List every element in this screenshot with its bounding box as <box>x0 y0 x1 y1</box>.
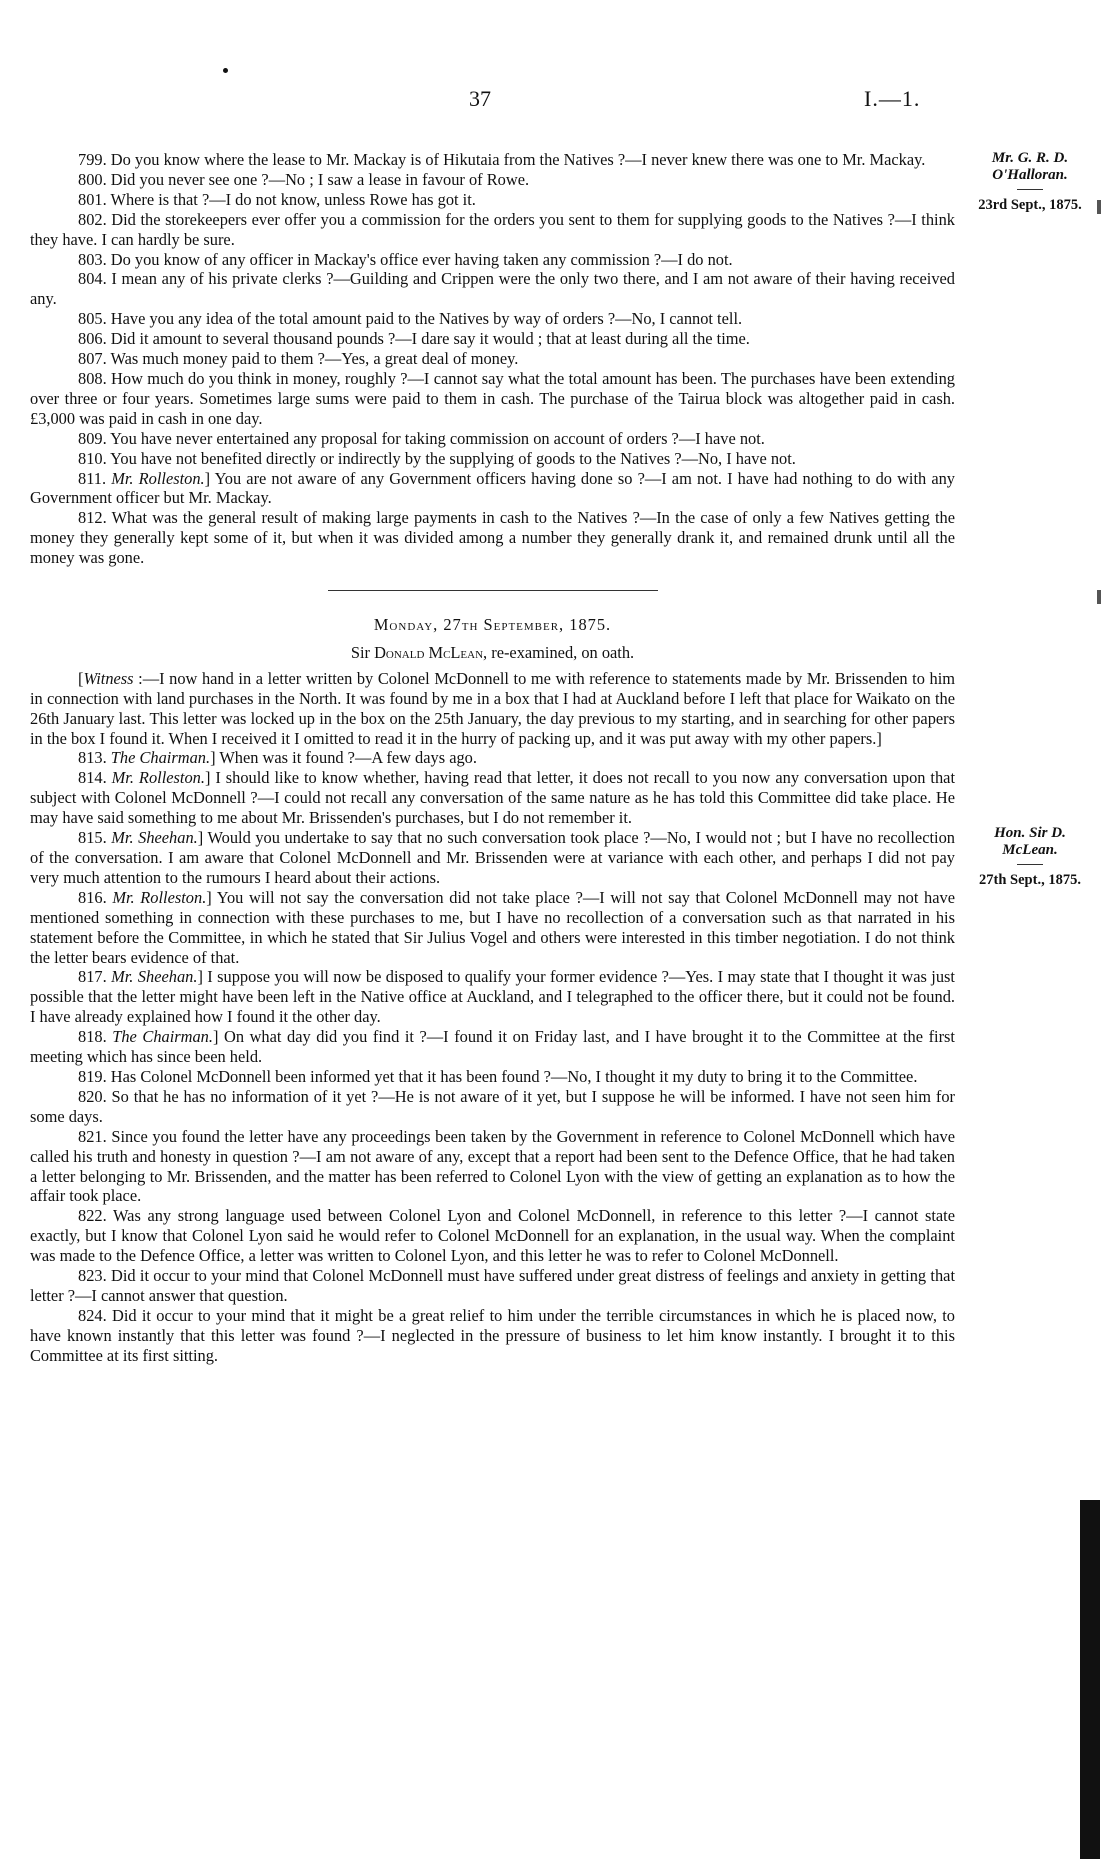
margin-date: 23rd Sept., 1875. <box>978 197 1082 213</box>
witness-heading <box>30 643 955 663</box>
section-divider <box>328 590 658 591</box>
question-paragraph <box>30 469 955 509</box>
margin-witness-name-line2: O'Halloran. <box>992 167 1068 183</box>
witness-name: Donald McLean <box>374 642 484 662</box>
question-number: 816. <box>78 887 107 907</box>
margin-note-witness-2 <box>960 825 1100 889</box>
margin-date: 27th Sept., 1875. <box>979 872 1081 888</box>
page-header <box>0 86 1114 116</box>
question-paragraph <box>30 1027 955 1067</box>
question-paragraph: 821. Since you found the letter have any proceedings been taken by the Government in reference to Colonel McDonnell which have called his truth and honesty in question ?—I am not aware of any, except that a report had been sent to the Defence Office, that he had taken a letter belonging to Mr. Brissenden, and the matter has been referred to Colonel Lyon with the view of getting an explanation as to how the affair took place. <box>30 1126 955 1206</box>
question-paragraph: 801. Where is that ?—I do not know, unless Rowe has got it. <box>78 189 476 209</box>
question-text: ] On what day did you find it ?—I found it on Friday last, and I have brought it to the Committee at the first meeting which has since been held. <box>30 1027 955 1067</box>
question-number: 814. <box>78 768 107 788</box>
question-paragraph <box>30 888 955 968</box>
session-date-heading: Monday, 27th September, 1875. <box>373 615 612 635</box>
margin-note-witness-1 <box>960 150 1100 214</box>
margin-witness-name-line1: Mr. G. R. D. <box>991 150 1069 166</box>
question-paragraph: 820. So that he has no information of it yet ?—He is not aware of it yet, but I suppose he will be informed. I have not seen him for some days. <box>30 1086 955 1126</box>
question-paragraph: 806. Did it amount to several thousand pounds ?—I dare say it would ; that at least during all the time. <box>78 329 750 349</box>
scan-mark <box>1097 590 1101 604</box>
witness-suffix: , re-examined, on oath. <box>483 642 635 662</box>
statement-label: Witness <box>83 668 134 688</box>
question-paragraph: 805. Have you any idea of the total amount paid to the Natives by way of orders ?—No, I cannot tell. <box>78 309 743 329</box>
question-number: 817. <box>78 967 107 987</box>
margin-divider <box>1017 864 1043 865</box>
page-number: 37 <box>469 86 491 111</box>
question-paragraph: 800. Did you never see one ?—No ; I saw a lease in favour of Rowe. <box>78 169 530 189</box>
witness-statement <box>30 669 955 749</box>
question-paragraph: 812. What was the general result of making large payments in cash to the Natives ?—In the case of only a few Natives getting the money they generally kept some of it, but when it was divided among a number they generally drank it, and remained drunk until all the money was gone. <box>30 508 955 568</box>
margin-witness-name-line1: Hon. Sir D. <box>994 825 1066 841</box>
scan-edge-bar <box>1080 1500 1100 1859</box>
margin-divider <box>1017 189 1043 190</box>
question-paragraph: 803. Do you know of any officer in Mackay's office ever having taken any commission ?—I do not. <box>78 249 733 269</box>
question-paragraph: 804. I mean any of his private clerks ?—Guilding and Crippen were the only two there, and I am not aware of their having received any. <box>30 269 955 309</box>
speaker: The Chairman. <box>112 1027 213 1047</box>
question-paragraph: 809. You have never entertained any proposal for taking commission on account of orders ?—I have not. <box>78 428 765 448</box>
question-paragraph: 810. You have not benefited directly or indirectly by the supplying of goods to the Natives ?—No, I have not. <box>78 448 796 468</box>
margin-witness-name-line2: McLean. <box>1002 842 1058 858</box>
question-text: ] You will not say the conversation did not take place ?—I will not say that Colonel McDonnell may not have mentioned something in connection with these purchases to me, but I have no recollection of a conversation such as that narrated in his statement before the Committee, in which he stated that Sir Julius Vogel and others were interested in this timber negotiation. I do not think the letter bears evidence of that. <box>30 887 955 967</box>
question-paragraph: 823. Did it occur to your mind that Colonel McDonnell must have suffered under great distress of feelings and anxiety in getting that letter ?—I cannot answer that question. <box>30 1266 955 1305</box>
question-text: ] I should like to know whether, having read that letter, it does not recall to you now any conversation upon that subject with Colonel McDonnell ?—I could not recall any conversation of the same nature as he has told this Committee did take place. He may have said something to me about Mr. Brissenden's purchases, but I do not remember it. <box>30 768 955 828</box>
question-number: 815. <box>78 828 107 848</box>
question-paragraph: 824. Did it occur to your mind that it might be a great relief to him under the terrible circumstances in which he is placed now, to have known instantly that this letter was found ?—I neglected in the pressure of business to let him know instantly. I brought it to this Committee at its first sitting. <box>30 1305 955 1365</box>
question-number: 818. <box>78 1027 107 1047</box>
question-paragraph: 802. Did the storekeepers ever offer you a commission for the orders you sent to them for supplying goods to the Natives ?—I think they have. I can hardly be sure. <box>30 209 955 249</box>
speaker: Mr. Rolleston. <box>112 887 207 907</box>
question-number: 811. <box>78 468 107 488</box>
paper-id: I.—1. <box>864 86 921 111</box>
question-text: ] You are not aware of any Government officers having done so ?—I am not. I have had nothing to do with any Government officer but Mr. Mackay. <box>30 468 955 508</box>
question-paragraph: 807. Was much money paid to them ?—Yes, a great deal of money. <box>78 349 519 369</box>
speaker: Mr. Sheehan. <box>111 828 198 848</box>
question-paragraph: 808. How much do you think in money, roughly ?—I cannot say what the total amount has been. The purchases have been extending over three or four years. Sometimes large sums were paid to them in cash. The purchase of the Tairua block was altogether paid in cash. £3,000 was paid in cash in one day. <box>30 368 955 428</box>
question-paragraph <box>30 768 955 828</box>
ink-dot <box>223 68 228 73</box>
statement-bracket: [ <box>78 668 84 688</box>
question-text: ] When was it found ?—A few days ago. <box>210 748 477 768</box>
speaker: Mr. Rolleston. <box>111 468 205 488</box>
witness-prefix: Sir <box>350 642 370 662</box>
speaker: The Chairman. <box>110 748 211 768</box>
statement-text: :—I now hand in a letter written by Colonel McDonnell to me with reference to statements made by Mr. Brissenden to him in connection with land purchases in the North. It was found by me in a box that I had at Auckland before I left that place for Waikato on the 26th January last. This letter was locked up in the box on the 25th January, the day previous to my starting, and in searching for other papers in the box I found it. When I received it I omitted to read it in the hurry of packing up, and it was put away with my other papers.] <box>30 668 955 748</box>
scan-mark <box>1097 200 1101 214</box>
main-text <box>30 150 955 1366</box>
speaker: Mr. Rolleston. <box>111 768 205 788</box>
question-paragraph: 822. Was any strong language used between Colonel Lyon and Colonel McDonnell, in reference to this letter ?—I cannot state exactly, but I know that Colonel Lyon said he would refer to Colonel McDonnell for an explanation, in the usual way. When the complaint was made to the Defence Office, a letter was written to Colonel Lyon, and this letter he was to refer to Colonel McDonnell. <box>30 1206 955 1266</box>
question-number: 813. <box>78 748 107 768</box>
question-text: ] Would you undertake to say that no such conversation took place ?—No, I would not ; but I have no recollection of the conversation. I am aware that Colonel McDonnell and Mr. Brissenden were at variance with each other, and perhaps I did not pay very much attention to the rumours I heard about their actions. <box>30 828 955 887</box>
question-paragraph <box>30 748 955 768</box>
question-paragraph: 819. Has Colonel McDonnell been informed yet that it has been found ?—No, I thought it my duty to bring it to the Committee. <box>78 1066 918 1086</box>
question-paragraph <box>30 828 955 888</box>
question-paragraph <box>30 967 955 1027</box>
question-paragraph: 799. Do you know where the lease to Mr. Mackay is of Hikutaia from the Natives ?—I never knew there was one to Mr. Mackay. <box>78 150 926 169</box>
speaker: Mr. Sheehan. <box>111 967 198 987</box>
question-text: ] I suppose you will now be disposed to qualify your former evidence ?—Yes. I may state that I thought it was just possible that the letter might have been left in the Native office at Auckland, and I telegraphed to the officer there, but it could not be found. I have already explained how I found it the other day. <box>30 967 955 1027</box>
